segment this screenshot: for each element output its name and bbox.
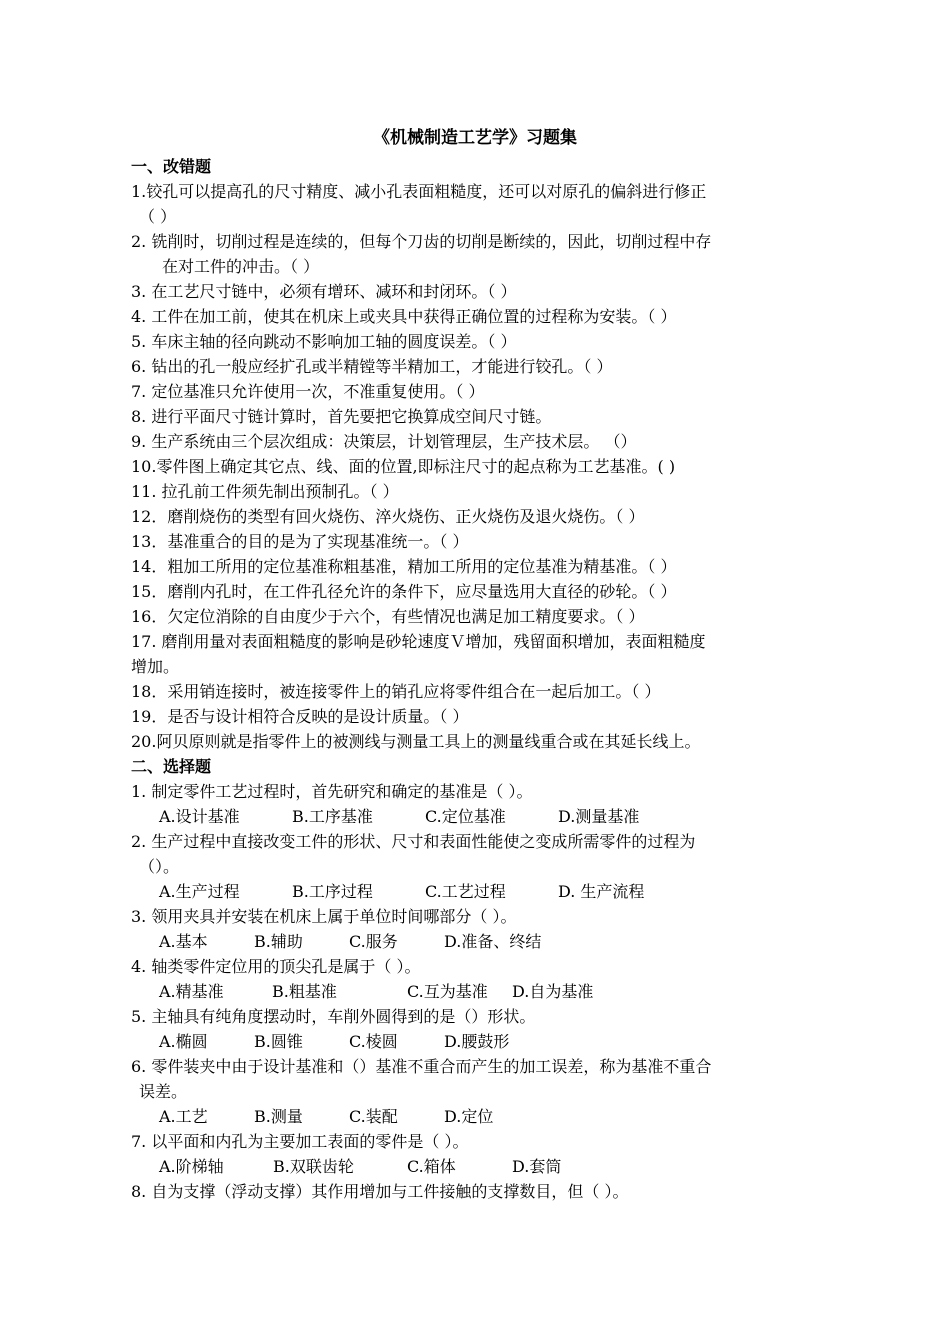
option-c: C.服务 — [349, 932, 398, 951]
document-title: 《机械制造工艺学》习题集 — [373, 128, 577, 148]
question-text: 4. 工件在加工前，使其在机床上或夹具中获得正确位置的过程称为安装。（ ） — [131, 307, 677, 326]
choice-question-stem: 2. 生产过程中直接改变工件的形状、尺寸和表面性能使之变成所需零件的过程为 — [131, 832, 696, 851]
choice-question-stem: 4. 轴类零件定位用的顶尖孔是属于（ ）。 — [131, 957, 421, 976]
option-c: C.箱体 — [407, 1157, 456, 1176]
option-b: B.双联齿轮 — [273, 1157, 354, 1176]
option-a: A.设计基准 — [159, 807, 240, 826]
question-text: （ ） — [139, 207, 177, 226]
choice-question-stem: 6. 零件装夹中由于设计基准和（）基准不重合而产生的加工误差，称为基准不重合 — [131, 1057, 712, 1076]
option-c: C.定位基准 — [425, 807, 506, 826]
option-a: A.基本 — [159, 932, 208, 951]
option-b: B.测量 — [254, 1107, 303, 1126]
question-text: 10.零件图上确定其它点、线、面的位置,即标注尺寸的起点称为工艺基准。( ) — [131, 457, 676, 476]
option-d: D. 生产流程 — [558, 882, 645, 901]
option-b: B.工序过程 — [292, 882, 373, 901]
option-a: A.生产过程 — [159, 882, 240, 901]
choice-question-stem: 5. 主轴具有纯角度摆动时，车削外圆得到的是（）形状。 — [131, 1007, 536, 1026]
option-b: B.工序基准 — [292, 807, 373, 826]
question-text: 5. 车床主轴的径向跳动不影响加工轴的圆度误差。（ ） — [131, 332, 517, 351]
option-d: D.测量基准 — [558, 807, 640, 826]
option-c: C.装配 — [349, 1107, 398, 1126]
question-text: 2. 铣削时，切削过程是连续的，但每个刀齿的切削是断续的，因此，切削过程中存 — [131, 232, 712, 251]
option-a: A.精基准 — [159, 982, 224, 1001]
option-d: D.腰鼓形 — [444, 1032, 510, 1051]
question-text: 15．磨削内孔时，在工件孔径允许的条件下，应尽量选用大直径的砂轮。（ ） — [131, 582, 677, 601]
choice-options — [131, 879, 815, 904]
option-c: C.工艺过程 — [425, 882, 506, 901]
choice-question-stem: 3. 领用夹具并安装在机床上属于单位时间哪部分（ ）。 — [131, 907, 517, 926]
section-heading-choice: 二、选择题 — [131, 757, 212, 776]
option-d: D.准备、终结 — [444, 932, 542, 951]
choice-question-stem-continued: （）。 — [139, 857, 180, 876]
question-text: 增加。 — [131, 657, 180, 676]
choice-options — [131, 1154, 815, 1179]
question-text: 13．基准重合的目的是为了实现基准统一。（ ） — [131, 532, 469, 551]
option-b: B.粗基准 — [272, 982, 337, 1001]
option-d: D.自为基准 — [512, 982, 594, 1001]
document-body — [131, 154, 815, 1204]
choice-options — [131, 1104, 815, 1129]
question-text: 7. 定位基准只允许使用一次，不准重复使用。（ ） — [131, 382, 485, 401]
option-b: B.辅助 — [254, 932, 303, 951]
option-d: D.定位 — [444, 1107, 494, 1126]
option-b: B.圆锥 — [254, 1032, 303, 1051]
question-text: 18．采用销连接时，被连接零件上的销孔应将零件组合在一起后加工。（ ） — [131, 682, 661, 701]
option-c: C.互为基准 — [407, 982, 488, 1001]
choice-question-stem: 1. 制定零件工艺过程时，首先研究和确定的基准是（ ）。 — [131, 782, 533, 801]
option-c: C.棱圆 — [349, 1032, 398, 1051]
choice-question-stem: 7. 以平面和内孔为主要加工表面的零件是（ ）。 — [131, 1132, 469, 1151]
option-d: D.套筒 — [512, 1157, 562, 1176]
option-a: A.阶梯轴 — [159, 1157, 224, 1176]
option-a: A.椭圆 — [159, 1032, 208, 1051]
question-text: 14．粗加工所用的定位基准称粗基准，精加工所用的定位基准为精基准。（ ） — [131, 557, 677, 576]
question-text: 在对工件的冲击。（ ） — [162, 257, 320, 276]
question-text: 19．是否与设计相符合反映的是设计质量。（ ） — [131, 707, 469, 726]
question-text: 12．磨削烧伤的类型有回火烧伤、淬火烧伤、正火烧伤及退火烧伤。（ ） — [131, 507, 645, 526]
choice-options — [131, 804, 815, 829]
option-a: A.工艺 — [159, 1107, 208, 1126]
choice-question-stem: 8. 自为支撑（浮动支撑）其作用增加与工件接触的支撑数目，但（ ）。 — [131, 1182, 629, 1201]
question-text: 3. 在工艺尺寸链中，必须有增环、减环和封闭环。（ ） — [131, 282, 517, 301]
choice-options — [131, 929, 815, 954]
question-text: 1.铰孔可以提高孔的尺寸精度、减小孔表面粗糙度，还可以对原孔的偏斜进行修正 — [131, 182, 707, 201]
question-text: 11. 拉孔前工件须先制出预制孔。（ ） — [131, 482, 399, 501]
question-text: 9. 生产系统由三个层次组成：决策层，计划管理层，生产技术层。 （） — [131, 432, 637, 451]
question-text: 20.阿贝原则就是指零件上的被测线与测量工具上的测量线重合或在其延长线上。 — [131, 732, 701, 751]
question-text: 16．欠定位消除的自由度少于六个，有些情况也满足加工精度要求。（ ） — [131, 607, 645, 626]
choice-options — [131, 1029, 815, 1054]
section-heading-correction: 一、改错题 — [131, 157, 212, 176]
choice-question-stem-continued: 误差。 — [139, 1082, 188, 1101]
choice-options — [131, 979, 815, 1004]
question-text: 6. 钻出的孔一般应经扩孔或半精镗等半精加工，才能进行铰孔。（ ） — [131, 357, 613, 376]
question-text: 17. 磨削用量对表面粗糙度的影响是砂轮速度Ｖ增加，残留面积增加，表面粗糙度 — [131, 632, 706, 651]
question-text: 8. 进行平面尺寸链计算时，首先要把它换算成空间尺寸链。 — [131, 407, 552, 426]
